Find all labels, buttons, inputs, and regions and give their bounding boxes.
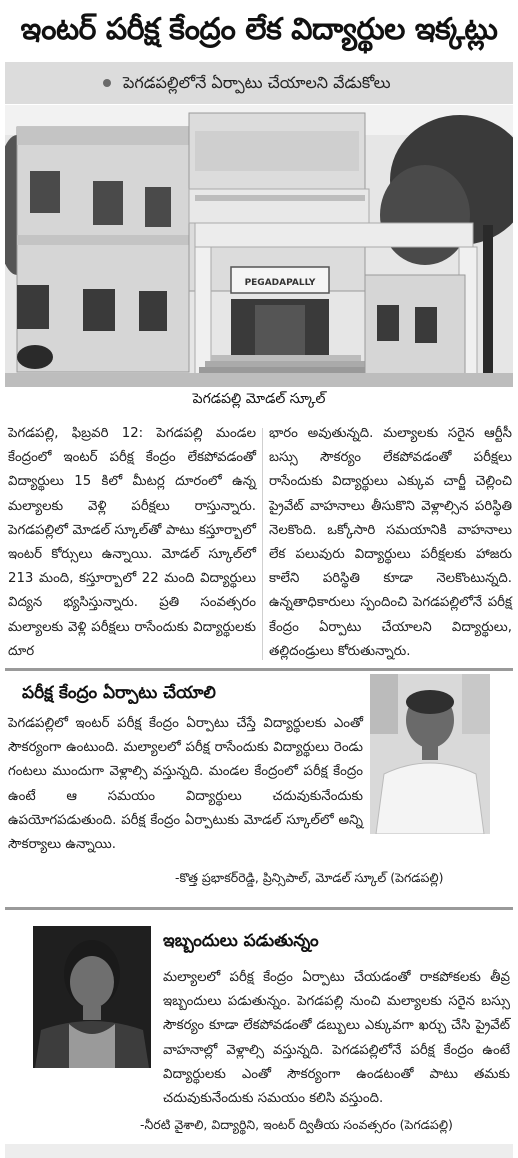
subheadline-band — [5, 62, 513, 104]
principal-photo — [370, 674, 490, 834]
box2-title: ఇబ్బందులు పడుతున్నం — [163, 931, 319, 951]
box1-signature: -కొత్త ప్రభాకర్‌రెడ్డి, ప్రిన్సిపాల్, మోడల్ స్కూల్ (పెగడపల్లి) — [175, 870, 444, 885]
box2-text — [8, 966, 510, 1111]
box1-title: పరీక్ష కేంద్రం ఏర్పాటు చేయాలి — [22, 683, 216, 703]
principal-portrait — [370, 674, 490, 834]
school-building-illustration — [5, 105, 513, 387]
article-body-right: భారం అవుతున్నది. మల్యాలకు సరైన ఆర్టీసీ బస్సు సౌకర్యం లేకపోవడంతో పరీక్షలు రాసేందుకు విద్యార్థులు ఎక్కువ చార్జీ చెల్లించి ప్రైవేట్ వాహనాలు తీసుకొని వెళ్లాల్సిన పరిస్థితి నెలకొంది. ఒక్కోసారి సమయానికి వాహనాలు లేక పలువురు విద్యార్థులు పరీక్షలకు హాజరు కాలేని పరిస్థితి కూడా నెలకొంటున్నది. ఉన్నతాధికారులు స్పందించి పెగడపల్లిలోనే పరీక్ష కేంద్రం ఏర్పాటు చేయాలని విద్యార్థులు, తల్లిదండ్రులు కోరుతున్నారు. — [269, 426, 512, 659]
school-building-photo — [5, 105, 513, 387]
photo-caption: పెగడపల్లి మోడల్ స్కూల్ — [192, 391, 326, 407]
box2-signature: -నీరటి వైశాలి, విద్యార్థిని, ఇంటర్ ద్వితీయ సంవత్సరం (పెగడపల్లి) — [140, 1117, 453, 1132]
column-divider — [262, 428, 263, 660]
box2-text-body: మల్యాలలో పరీక్ష కేంద్రం ఏర్పాటు చేయడంతో రాకపోకలకు తీవ్ర ఇబ్బందులు పడుతున్నం. పెగడపల్లి నుంచి మల్యాలకు సరైన బస్సు సౌకర్యం కూడా లేకపోవడంతో డబ్బులు ఎక్కువగా ఖర్చు చేసి ప్రైవేట్ వాహనాల్లో వెళ్లాల్సి వస్తున్నది. పెగడపల్లిలోనే పరీక్ష కేంద్రం ఉంటే విద్యార్థులకు ఎంతో సౌకర్యంగా ఉండటంతో పాటు తమకు చదువుకునేందుకు సమయం కలిసి వస్తుంది. — [163, 970, 510, 1107]
box1-text: పెగడపల్లిలో ఇంటర్ పరీక్ష కేంద్రం ఏర్పాటు చేస్తే విద్యార్థులకు ఎంతో సౌకర్యంగా ఉంటుంది. మల్యాలలో పరీక్ష రాసేందుకు విద్యార్థులు రెండు గంటలు ముందుగా వెళ్లాల్సి వస్తున్నది. మండల కేంద్రంలో పరీక్ష కేంద్రం ఉంటే ఆ సమయం విద్యార్థులు చదువుకునేందుకు ఉపయోగపడుతుంది. పరీక్ష కేంద్రం ఏర్పాటుకు మోడల్ స్కూల్‌లో అన్ని సౌకర్యాలు ఉన్నాయి. — [8, 716, 363, 853]
headline: ఇంటర్ పరీక్ష కేంద్రం లేక విద్యార్థుల ఇక్కట్లు — [20, 12, 498, 47]
subheadline: పెగడపల్లిలోనే ఏర్పాటు చేయాలని వేడుకోలు — [123, 73, 391, 92]
section-rule — [5, 668, 513, 671]
sign-board-text: PEGADAPALLY — [244, 278, 316, 288]
article-body-left: పెగడపల్లి, ఫిబ్రవరి 12: పెగడపల్లి మండల కేంద్రంలో ఇంటర్ పరీక్ష కేంద్రం లేకపోవడంతో విద్యార్థులు 15 కిలో మీటర్ల దూరంలో ఉన్న మల్యాలకు వెళ్లి పరీక్షలు రాస్తున్నారు. పెగడపల్లిలో మోడల్ స్కూల్‌తో పాటు కస్తూర్బాలో ఇంటర్ కోర్సులు ఉన్నాయి. మోడల్ స్కూల్‌లో 213 మంది, కస్తూర్బాలో 22 మంది విద్యార్థులు విద్యన భ్యసిస్తున్నారు. ప్రతి సంవత్సరం మల్యాలకు వెళ్లి పరీక్షలు రాసేందుకు విద్యార్థులకు దూర — [8, 426, 256, 659]
bullet-icon — [103, 79, 111, 87]
bottom-cutoff-strip — [5, 1144, 513, 1158]
section-rule — [5, 907, 513, 910]
